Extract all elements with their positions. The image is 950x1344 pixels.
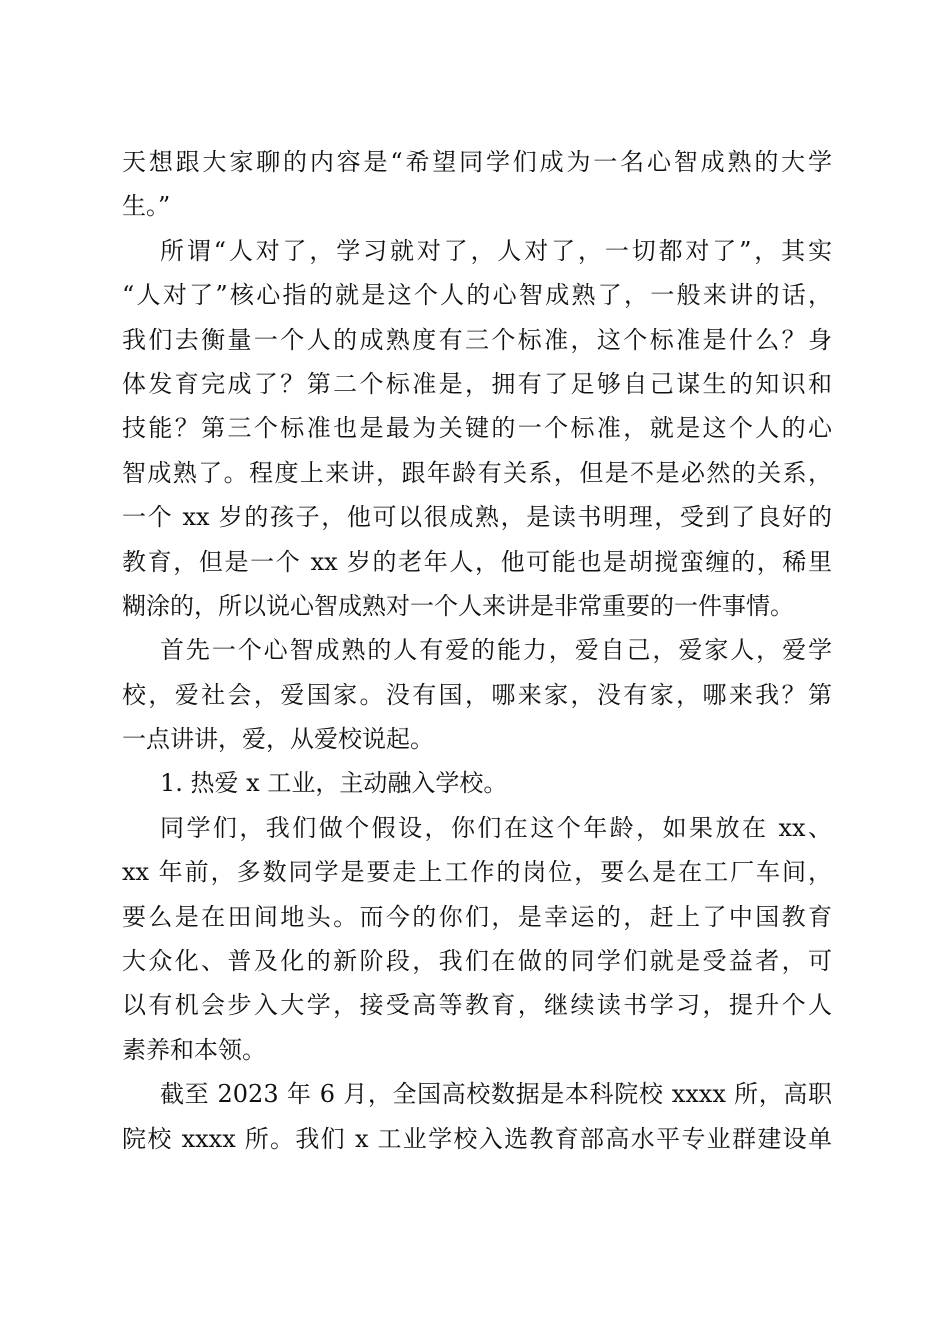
paragraph [122,628,832,761]
paragraph-continuation [122,140,832,229]
paragraph [122,806,832,1072]
text-line: 一点讲讲，爱，从爱校说起。 [122,725,434,754]
text-line: 天想跟大家聊的内容是“希望同学们成为一名心智成熟的大学 [122,148,832,176]
text-line: 我们去衡量一个人的成熟度有三个标准，这个标准是什么？身 [122,325,832,354]
text-line: 智成熟了。程度上来讲，跟年龄有关系，但是不是必然的关系， [122,458,832,487]
text-line: 首先一个心智成熟的人有爱的能力，爱自己，爱家人，爱学 [160,636,832,665]
document-body [122,140,832,1161]
text-line: 一个 xx 岁的孩子，他可以很成熟，是读书明理，受到了良好的 [122,503,832,532]
text-line: 生。” [122,192,171,221]
text-line: 校，爱社会，爱国家。没有国，哪来家，没有家，哪来我？第 [122,680,832,709]
text-line: 截至 2023 年 6 月，全国高校数据是本科院校 xxxx 所，高职 [160,1080,832,1109]
text-line: 以有机会步入大学，接受高等教育，继续读书学习，提升个人 [122,991,832,1020]
paragraph [122,1072,832,1161]
text-line: 院校 xxxx 所。我们 x 工业学校入选教育部高水平专业群建设单 [122,1124,832,1153]
text-line: xx 年前，多数同学是要走上工作的岗位，要么是在工厂车间， [122,858,832,887]
text-line: “人对了”核心指的就是这个人的心智成熟了，一般来讲的话， [122,281,832,310]
text-line: 大众化、普及化的新阶段，我们在做的同学们就是受益者，可 [122,947,832,976]
text-line: 同学们，我们做个假设，你们在这个年龄，如果放在 xx、 [160,813,832,842]
text-line: 要么是在田间地头。而今的你们，是幸运的，赶上了中国教育 [122,902,832,931]
text-line: 糊涂的，所以说心智成熟对一个人来讲是非常重要的一件事情。 [122,591,794,620]
text-line: 教育，但是一个 xx 岁的老年人，他可能也是胡搅蛮缠的，稀里 [122,547,832,576]
text-line: 技能？第三个标准也是最为关键的一个标准，就是这个人的心 [122,414,832,443]
paragraph [122,229,832,629]
text-line: 体发育完成了？第二个标准是，拥有了足够自己谋生的知识和 [122,369,832,398]
section-heading [122,761,832,805]
text-line: 所谓“人对了，学习就对了，人对了，一切都对了”，其实 [160,236,832,265]
heading-text: 1. 热爱 x 工业，主动融入学校。 [160,769,508,798]
text-line: 素养和本领。 [122,1035,266,1064]
